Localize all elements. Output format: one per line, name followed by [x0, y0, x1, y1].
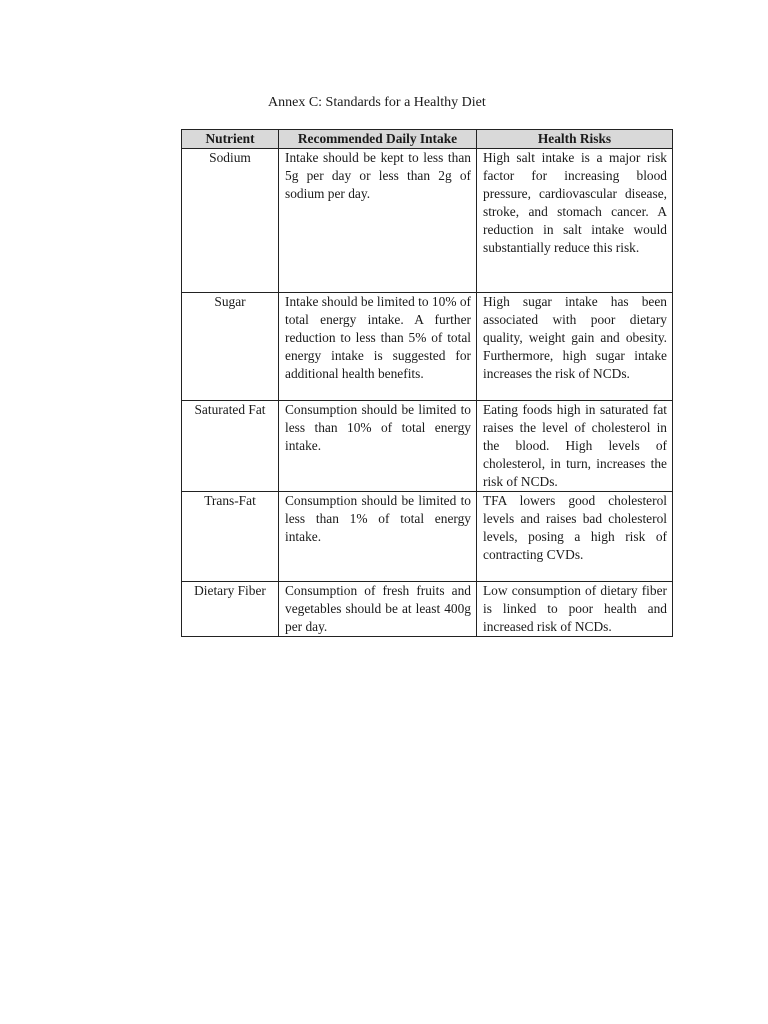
table-row [182, 401, 673, 492]
table-body [182, 149, 673, 637]
table-row [182, 582, 673, 637]
intake-cell: Intake should be kept to less than 5g per day or less than 2g of sodium per day. [279, 149, 477, 293]
table-row [182, 293, 673, 401]
nutrient-cell: Trans-Fat [182, 492, 279, 582]
intake-cell: Consumption should be limited to less than 10% of total energy intake. [279, 401, 477, 492]
intake-cell: Consumption of fresh fruits and vegetables should be at least 400g per day. [279, 582, 477, 637]
intake-cell: Intake should be limited to 10% of total energy intake. A further reduction to less than 5% of total energy intake is suggested for additional health benefits. [279, 293, 477, 401]
risks-cell: Low consumption of dietary fiber is linked to poor health and increased risk of NCDs. [477, 582, 673, 637]
risks-cell: Eating foods high in saturated fat raises the level of cholesterol in the blood. High levels of cholesterol, in turn, increases the risk of NCDs. [477, 401, 673, 492]
nutrient-cell: Sodium [182, 149, 279, 293]
risks-cell: High sugar intake has been associated with poor dietary quality, weight gain and obesity. Furthermore, high sugar intake increases the risk of NCDs. [477, 293, 673, 401]
page-title: Annex C: Standards for a Healthy Diet [268, 95, 486, 110]
healthy-diet-standards-table [181, 129, 673, 637]
intake-cell: Consumption should be limited to less than 1% of total energy intake. [279, 492, 477, 582]
nutrient-cell: Saturated Fat [182, 401, 279, 492]
nutrient-cell: Dietary Fiber [182, 582, 279, 637]
risks-cell: TFA lowers good cholesterol levels and raises bad cholesterol levels, posing a high risk of contracting CVDs. [477, 492, 673, 582]
table-header-row [182, 130, 673, 149]
table-row [182, 149, 673, 293]
table-header [182, 130, 673, 149]
nutrient-cell: Sugar [182, 293, 279, 401]
header-health-risks: Health Risks [477, 130, 673, 149]
table-row [182, 492, 673, 582]
header-recommended-daily-intake: Recommended Daily Intake [279, 130, 477, 149]
risks-cell: High salt intake is a major risk factor for increasing blood pressure, cardiovascular disease, stroke, and stomach cancer. A reduction in salt intake would substantially reduce this risk. [477, 149, 673, 293]
header-nutrient: Nutrient [182, 130, 279, 149]
